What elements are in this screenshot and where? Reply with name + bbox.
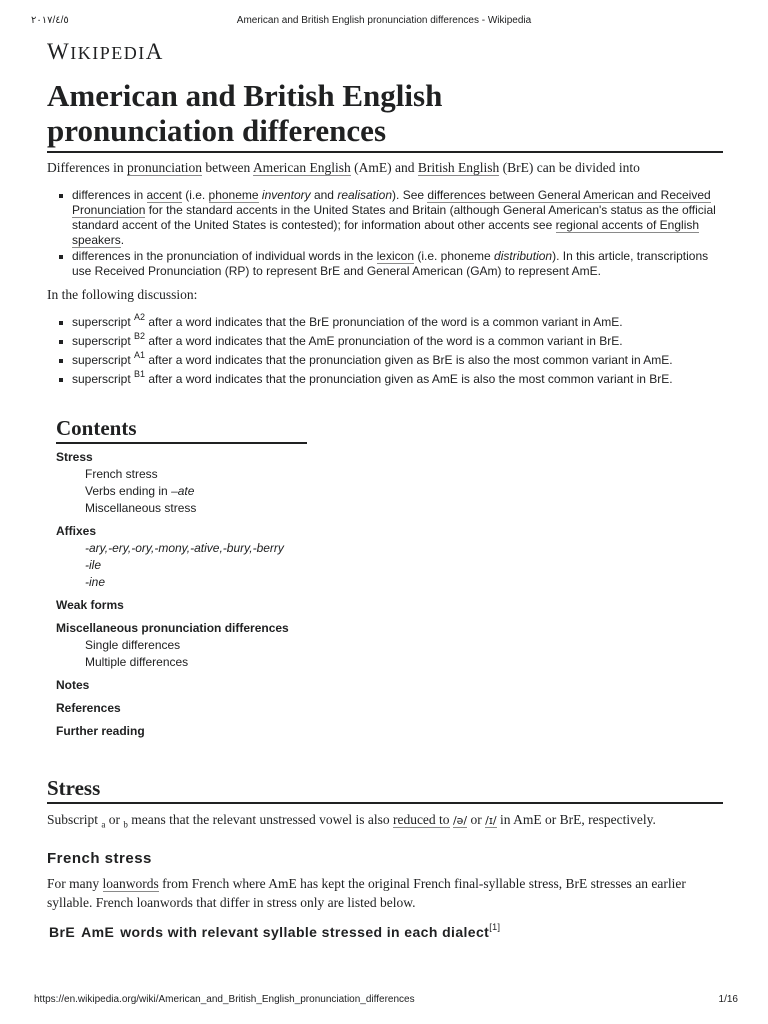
toc-item-ile[interactable]: -ile [85, 558, 102, 572]
link-ipa-schwa[interactable]: /ə/ [452, 814, 468, 827]
toc-item-affixes[interactable]: Affixes [56, 524, 97, 538]
link-loanwords[interactable]: loanwords [102, 876, 159, 891]
print-footer [0, 994, 768, 1008]
link-lexicon[interactable]: lexicon [376, 249, 414, 263]
print-url: https://en.wikipedia.org/wiki/American_and_British_English_pronunciation_differences [34, 994, 415, 1005]
column-ame: AmE [81, 924, 115, 940]
subsection-heading-french-stress: French stress [47, 850, 152, 867]
toc-item-multiple-differences[interactable]: Multiple differences [85, 655, 189, 669]
superscript-list [47, 312, 723, 387]
list-item: superscript $^{A2}$ after a word indicates that the BrE pronunciation of the word is a common variant in AmE. [72, 315, 723, 330]
print-date: ٢٠١٧/٤/٥ [31, 15, 69, 26]
toc-item-ary[interactable]: -ary,-ery,-ory,-mony,-ative,-bury,-berry [85, 541, 284, 555]
division-list [47, 188, 723, 279]
list-item: superscript $^{A1}$ after a word indicates that the pronunciation given as BrE is also the most common variant in AmE. [72, 353, 723, 368]
link-british-english[interactable]: British English [417, 160, 500, 175]
toc-item-notes[interactable]: Notes [56, 678, 90, 692]
wikipedia-wordmark[interactable]: WIKIPEDIA [47, 39, 164, 64]
table-caption: BrE AmE words with relevant syllable stressed in each dialect[1] [49, 922, 501, 940]
list-item: superscript $^{B2}$ after a word indicates that the AmE pronunciation of the word is a common variant in BrE. [72, 334, 723, 349]
link-gam-rp-differences[interactable]: differences between General American and Received Pronunciation [72, 188, 711, 217]
link-reduced-to[interactable]: reduced to [392, 812, 450, 827]
toc-item-references[interactable]: References [56, 701, 121, 715]
toc-item-weak-forms[interactable]: Weak forms [56, 598, 124, 612]
link-regional-accents[interactable]: regional accents of English speakers [72, 218, 700, 247]
toc-title: Contents [56, 415, 307, 444]
print-title: American and British English pronunciation differences - Wikipedia [236, 15, 532, 26]
page-number: 1/16 [718, 994, 738, 1005]
toc-item-french-stress[interactable]: French stress [85, 467, 158, 481]
page-title: American and British English pronunciation differences [47, 78, 723, 153]
toc-item-ine[interactable]: -ine [85, 575, 106, 589]
link-american-english[interactable]: American English [252, 160, 351, 175]
link-phoneme[interactable]: phoneme [208, 188, 259, 202]
reference-link[interactable]: [1] [489, 922, 501, 933]
column-bre: BrE [49, 924, 76, 940]
table-of-contents [56, 415, 307, 740]
lead-paragraph: Differences in pronunciation between American English (AmE) and British English (BrE) can be divided into [47, 160, 640, 175]
article-content [47, 78, 723, 941]
toc-item-further-reading[interactable]: Further reading [56, 724, 145, 738]
list-item: superscript $^{B1}$ after a word indicates that the pronunciation given as AmE is also the most common variant in BrE. [72, 372, 723, 387]
link-pronunciation[interactable]: pronunciation [126, 160, 202, 175]
link-ipa-near-close[interactable]: /ɪ/ [485, 814, 497, 827]
list-item: differences in accent (i.e. phoneme inventory and realisation). See differences between General American and Received Pronunciation for the standard accents in the United States and Britain (although General American's status as the official standard accent of the United States is contested); for information about other accents see regional accents of English speakers. [72, 188, 723, 248]
link-accent[interactable]: accent [146, 188, 182, 202]
stress-paragraph: Subscript $_a$ or $_b$ means that the relevant unstressed vowel is also reduced to /ə/ or /ɪ/ in AmE or BrE, respectively. [47, 812, 656, 830]
list-item: differences in the pronunciation of individual words in the lexicon (i.e. phoneme distribution). In this article, transcriptions use Received Pronunciation (RP) to represent BrE and General American (GAm) to represent AmE. [72, 249, 723, 279]
print-header [0, 15, 768, 29]
toc-item-single-differences[interactable]: Single differences [85, 638, 181, 652]
toc-item-misc-pronunciation[interactable]: Miscellaneous pronunciation differences [56, 621, 289, 635]
section-heading-stress: Stress [47, 775, 723, 804]
toc-item-stress[interactable]: Stress [56, 450, 93, 464]
toc-item-verbs-ate[interactable]: Verbs ending in –ate [85, 484, 195, 498]
toc-item-misc-stress[interactable]: Miscellaneous stress [85, 501, 197, 515]
discussion-intro: In the following discussion: [47, 287, 198, 302]
french-stress-paragraph: For many loanwords from French where AmE has kept the original French final-syllable stress, BrE stresses an earlier syllable. French loanwords that differ in stress only are listed below. [47, 876, 686, 910]
